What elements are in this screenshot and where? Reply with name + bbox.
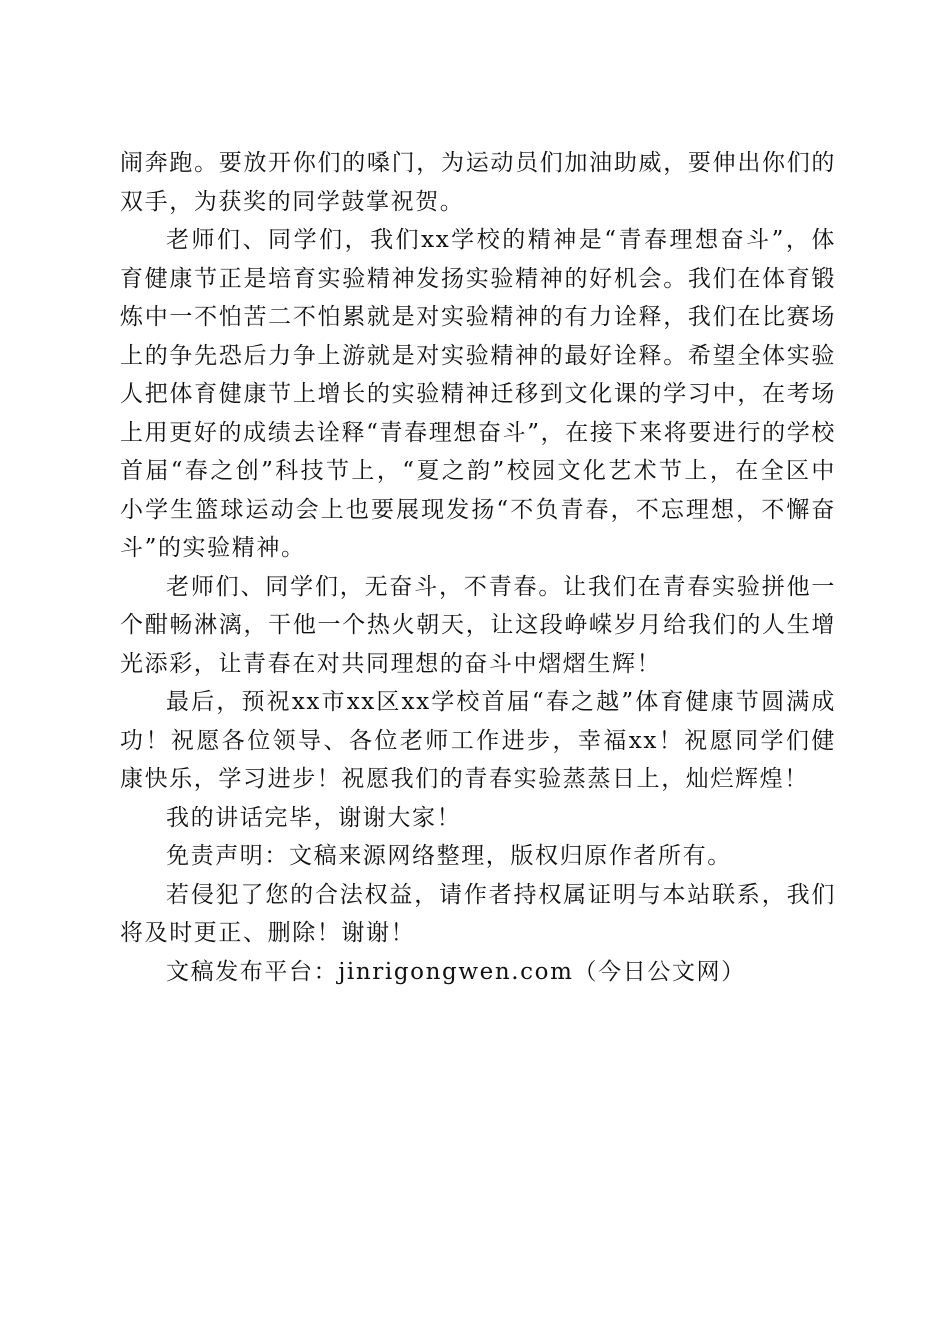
- paragraph-closing-wishes: 最后，预祝xx市xx区xx学校首届“春之越”体育健康节圆满成功！祝愿各位领导、各位老师工作进步，幸福xx！祝愿同学们健康快乐，学习进步！祝愿我们的青春实验蒸蒸日上，灿烂辉煌！: [120, 689, 836, 792]
- paragraph-disclaimer: 免责声明：文稿来源网络整理，版权归原作者所有。: [166, 843, 732, 869]
- paragraph-school-spirit: 老师们、同学们，我们xx学校的精神是“青春理想奋斗”，体育健康节正是培育实验精神发扬实验精神的好机会。我们在体育锻炼中一不怕苦二不怕累就是对实验精神的有力诠释，我们在比赛场上的争先恐后力争上游就是对实验精神的最好诠释。希望全体实验人把体育健康节上增长的实验精神迁移到文化课的学习中，在考场上用更好的成绩去诠释“青春理想奋斗”，在接下来将要进行的学校首届“春之创”科技节上，“夏之韵”校园文化艺术节上，在全区中小学生篮球运动会上也要展现发扬“不负青春，不忘理想，不懈奋斗”的实验精神。: [120, 227, 836, 561]
- paragraph-thanks: 我的讲话完毕，谢谢大家！: [166, 804, 462, 831]
- paragraph-youth-struggle: 老师们、同学们，无奋斗，不青春。让我们在青春实验拼他一个酣畅淋漓，干他一个热火朝天，让这段峥嵘岁月给我们的人生增光添彩，让青春在对共同理想的奋斗中熠熠生辉！: [120, 573, 836, 677]
- paragraph-continuation: 闹奔跑。要放开你们的嗓门，为运动员们加油助威，要伸出你们的双手，为获奖的同学鼓掌祝贺。: [120, 150, 836, 215]
- paragraph-publishing-platform: 文稿发布平台：jinrigongwen.com（今日公文网）: [166, 958, 746, 985]
- paragraph-infringement-notice: 若侵犯了您的合法权益，请作者持权属证明与本站联系，我们将及时更正、删除！谢谢！: [120, 881, 836, 946]
- document-body: [120, 144, 836, 991]
